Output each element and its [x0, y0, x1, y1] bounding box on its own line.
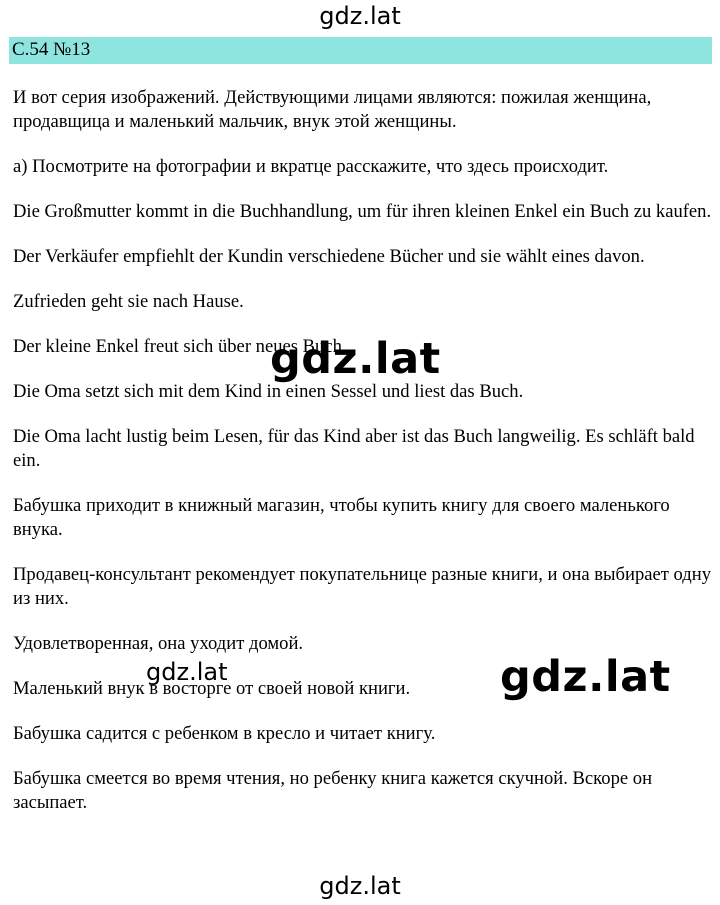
watermark-bottom: gdz.lat: [319, 872, 401, 900]
paragraph: Продавец-консультант рекомендует покупательнице разные книги, и она выбирает одну из них.: [13, 564, 712, 609]
paragraph: Бабушка смеется во время чтения, но ребенку книга кажется скучной. Вскоре он засыпает.: [13, 768, 653, 813]
watermark-small: gdz.lat: [146, 658, 228, 686]
watermark-middle: gdz.lat: [270, 334, 441, 384]
watermark-big: gdz.lat: [500, 652, 671, 702]
paragraph: Бабушка садится с ребенком в кресло и читает книгу.: [13, 723, 436, 744]
paragraph: Бабушка приходит в книжный магазин, чтобы купить книгу для своего маленького внука.: [13, 495, 670, 540]
paragraph: а) Посмотрите на фотографии и вкратце расскажите, что здесь происходит.: [13, 156, 609, 177]
paragraph: Die Oma lacht lustig beim Lesen, für das Kind aber ist das Buch langweilig. Es schläft bald ein.: [13, 426, 695, 471]
paragraph: Удовлетворенная, она уходит домой.: [13, 633, 304, 654]
paragraph: Die Oma setzt sich mit dem Kind in einen Sessel und liest das Buch.: [13, 381, 524, 402]
exercise-header: [9, 37, 712, 64]
paragraph: Der kleine Enkel freut sich über neues Buch.: [13, 336, 347, 357]
exercise-title: С.54 №13: [12, 39, 91, 60]
paragraph: Zufrieden geht sie nach Hause.: [13, 291, 244, 312]
document-body: [13, 86, 713, 836]
paragraph: Die Großmutter kommt in die Buchhandlung, um für ihren kleinen Enkel ein Buch zu kaufen.: [13, 201, 712, 222]
paragraph: Маленький внук в восторге от своей новой книги.: [13, 678, 411, 699]
paragraph: Der Verkäufer empfiehlt der Kundin verschiedene Bücher und sie wählt eines davon.: [13, 246, 645, 267]
paragraph: И вот серия изображений. Действующими лицами являются: пожилая женщина, продавщица и маленький мальчик, внук этой женщины.: [13, 87, 652, 132]
watermark-top: gdz.lat: [319, 2, 401, 30]
